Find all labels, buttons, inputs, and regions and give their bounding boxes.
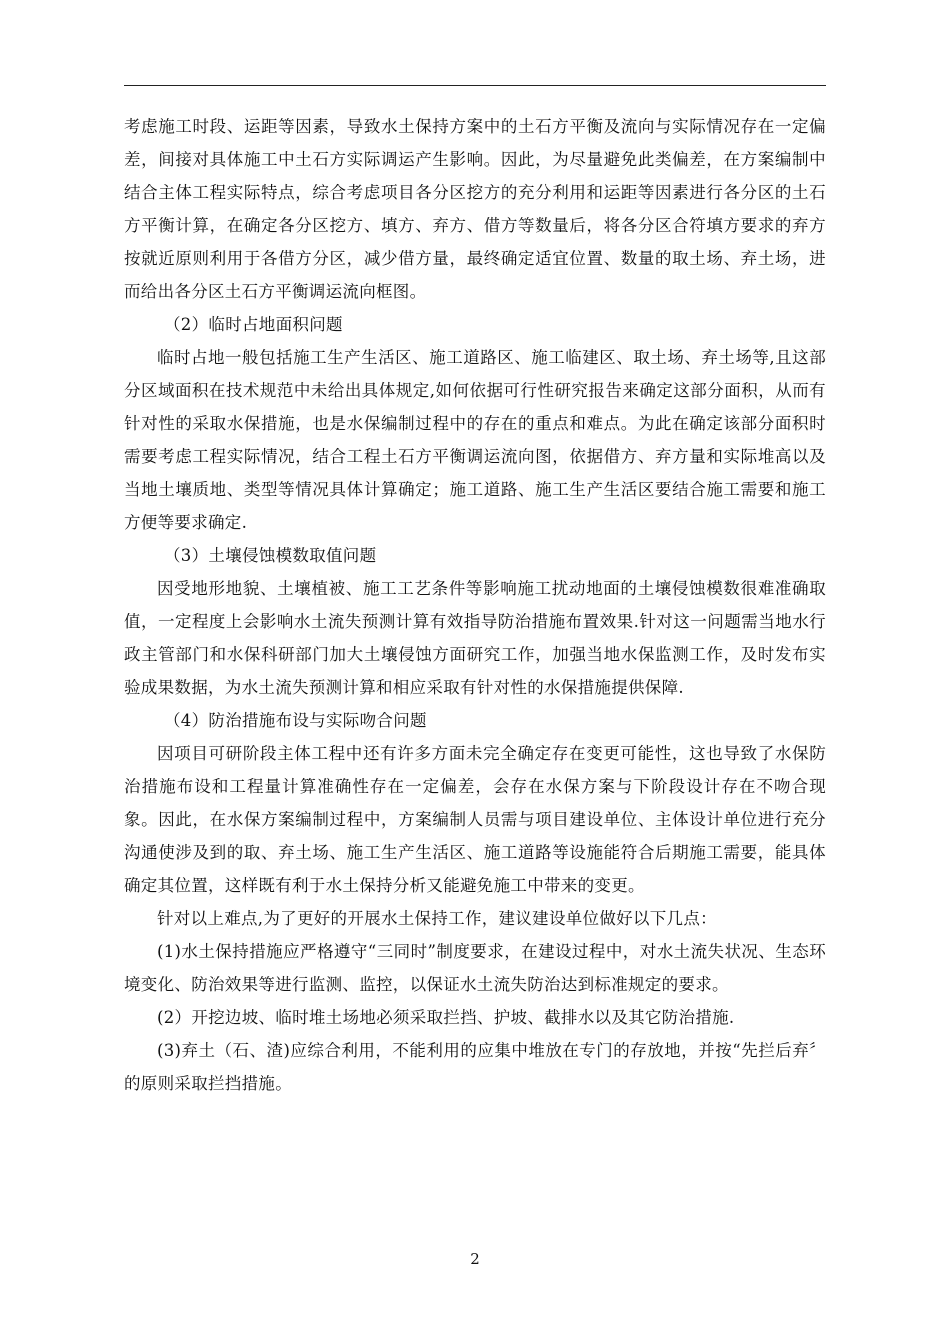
paragraph-measures-layout: 因项目可研阶段主体工程中还有许多方面未完全确定存在变更可能性，这也导致了水保防治措施布设和工程量计算准确性存在一定偏差，会存在水保方案与下阶段设计存在不吻合现象。因此，在水保方案编制过程中，方案编制人员需与项目建设单位、主体设计单位进行充分沟通使涉及到的取、弃土场、施工生产生活区、施工道路等设施能符合后期施工需要，能具体确定其位置，这样既有利于水土保持分析又能避免施工中带来的变更。 — [124, 744, 826, 895]
recommendation-item-3: (3)弃土（石、渣)应综合利用，不能利用的应集中堆放在专门的存放地，并按“先拦后弃〞的原则采取拦挡措施。 — [124, 1041, 826, 1093]
paragraph-erosion-modulus: 因受地形地貌、土壤植被、施工工艺条件等影响施工扰动地面的土壤侵蚀模数很难准确取值，一定程度上会影响水土流失预测计算有效指导防治措施布置效果.针对这一问题需当地水行政主管部门和水保科研部门加大土壤侵蚀方面研究工作，加强当地水保监测工作，及时发布实验成果数据，为水土流失预测计算和相应采取有针对性的水保措施提供保障. — [124, 579, 826, 697]
section-heading-temporary-land: （2）临时占地面积问题 — [164, 315, 343, 334]
section-heading-measures-layout: （4）防治措施布设与实际吻合问题 — [164, 711, 427, 730]
document-body — [124, 110, 826, 1100]
header-rule — [124, 85, 826, 86]
recommendation-item-2: (2）开挖边坡、临时堆土场地必须采取拦挡、护坡、截排水以及其它防治措施. — [157, 1008, 735, 1027]
section-heading-erosion-modulus: （3）土壤侵蚀模数取值问题 — [164, 546, 377, 565]
page-number: 2 — [470, 1250, 480, 1268]
paragraph-continuation: 考虑施工时段、运距等因素，导致水土保持方案中的土石方平衡及流向与实际情况存在一定偏差，间接对具体施工中土石方实际调运产生影响。因此，为尽量避免此类偏差，在方案编制中结合主体工程实际特点，综合考虑项目各分区挖方的充分利用和运距等因素进行各分区的土石方平衡计算，在确定各分区挖方、填方、弃方、借方等数量后，将各分区合符填方要求的弃方按就近原则利用于各借方分区，减少借方量，最终确定适宜位置、数量的取土场、弃土场，进而给出各分区土石方平衡调运流向框图。 — [124, 117, 826, 301]
paragraph-recommendations-intro: 针对以上难点,为了更好的开展水土保持工作，建议建设单位做好以下几点： — [157, 909, 717, 928]
paragraph-temporary-land: 临时占地一般包括施工生产生活区、施工道路区、施工临建区、取土场、弃土场等,且这部分区域面积在技术规范中未给出具体规定,如何依据可行性研究报告来确定这部分面积，从而有针对性的采取水保措施，也是水保编制过程中的存在的重点和难点。为此在确定该部分面积时需要考虑工程实际情况，结合工程土石方平衡调运流向图，依据借方、弃方量和实际堆高以及当地土壤质地、类型等情况具体计算确定；施工道路、施工生产生活区要结合施工需要和施工方便等要求确定. — [124, 348, 826, 532]
recommendation-item-1: (1)水土保持措施应严格遵守“三同时”制度要求，在建设过程中，对水土流失状况、生态环境变化、防治效果等进行监测、监控，以保证水土流失防治达到标准规定的要求。 — [124, 942, 826, 994]
